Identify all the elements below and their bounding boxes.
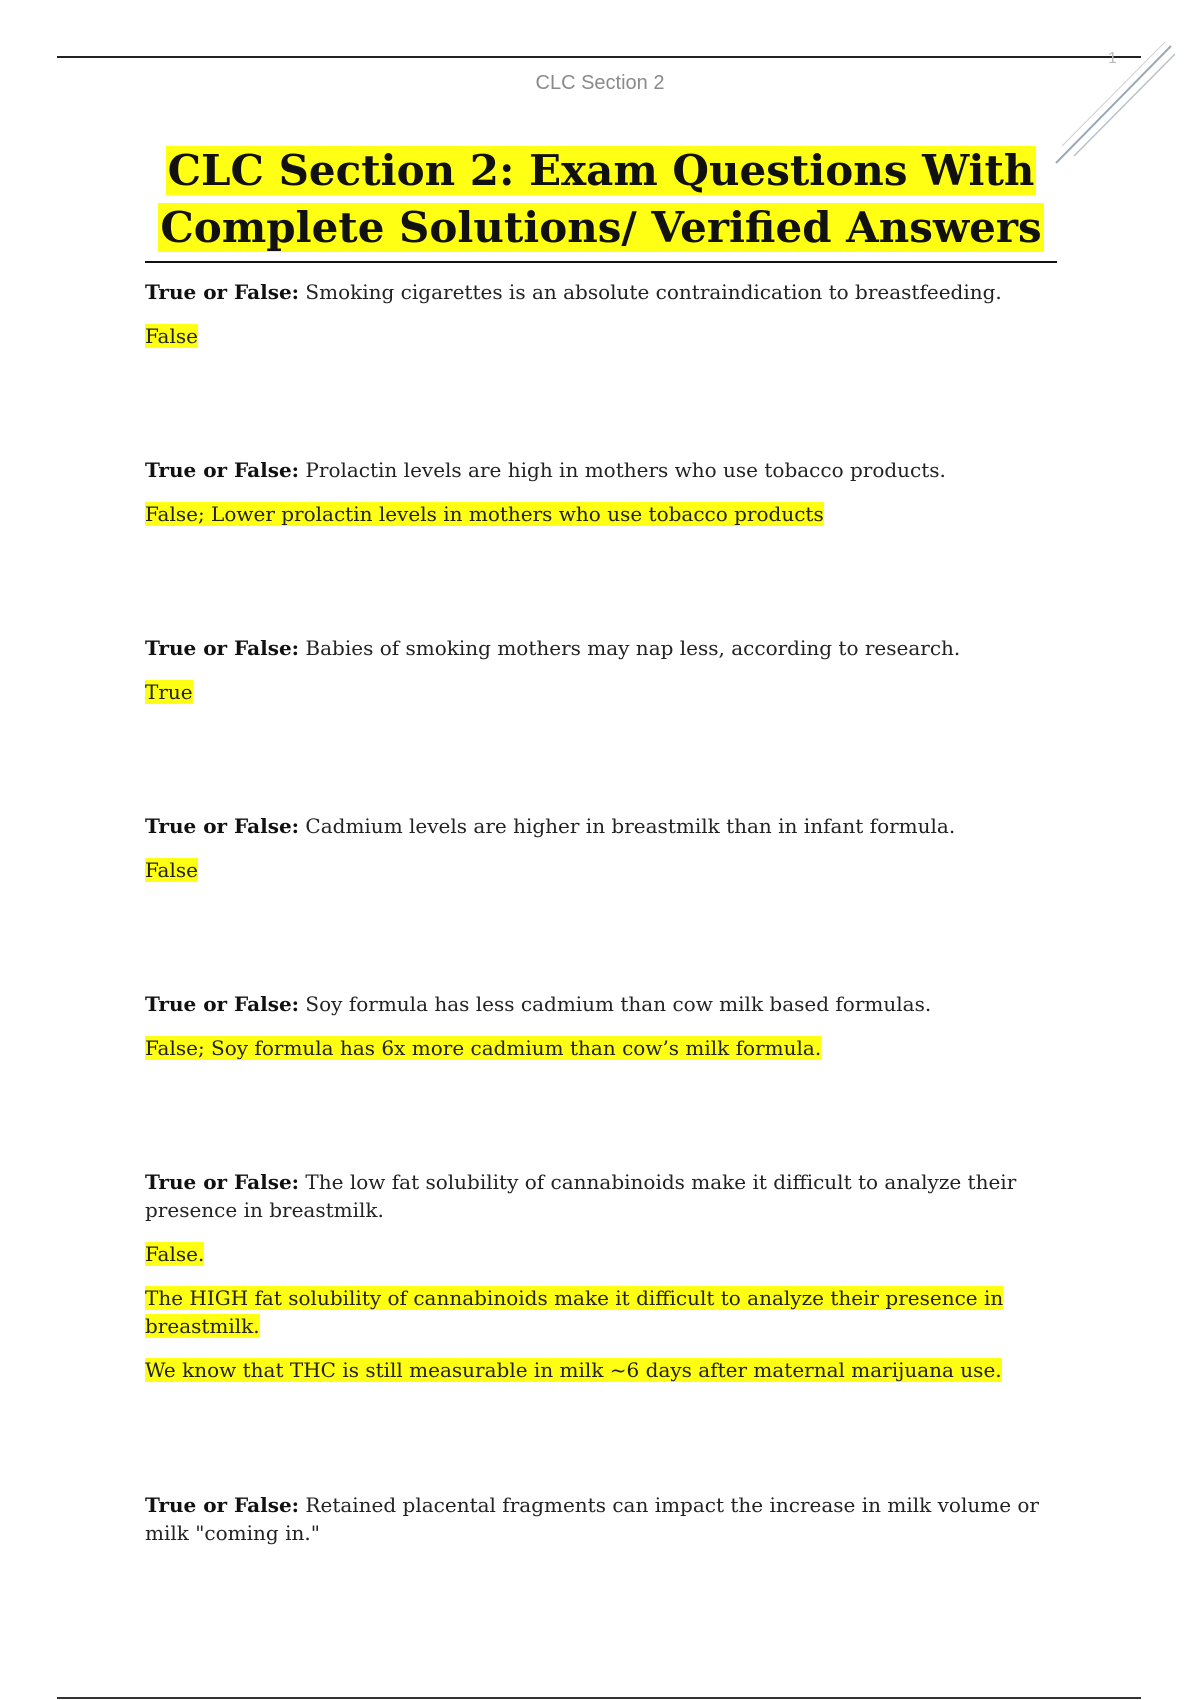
answer-text: False; Lower prolactin levels in mothers who use tobacco products <box>145 502 824 526</box>
answer-text: False; Soy formula has 6x more cadmium than cow’s milk formula. <box>145 1036 822 1060</box>
answer-text: The HIGH fat solubility of cannabinoids make it difficult to analyze their presence in breastmilk. <box>145 1286 1004 1338</box>
answer-text: False. <box>145 1242 205 1266</box>
question-text: Cadmium levels are higher in breastmilk than in infant formula. <box>299 814 956 838</box>
answer <box>145 1240 1055 1268</box>
answer <box>145 1284 1055 1340</box>
question-prefix: True or False: <box>145 280 300 304</box>
qa-item <box>145 456 1055 528</box>
question-text: The low fat solubility of cannabinoids make it difficult to analyze their presence in breastmilk. <box>145 1170 1017 1222</box>
running-header: CLC Section 2 <box>535 72 665 94</box>
question <box>145 1168 1055 1224</box>
document-title-text: CLC Section 2: Exam Questions With Complete Solutions/ Verified Answers <box>160 146 1042 252</box>
question <box>145 634 1055 662</box>
answer-text: False <box>145 858 198 882</box>
answer <box>145 500 1055 528</box>
qa-item <box>145 278 1055 350</box>
corner-line-decoration <box>1050 40 1175 170</box>
footer-rule <box>57 1697 1141 1699</box>
answer <box>145 1034 1055 1062</box>
question <box>145 812 1055 840</box>
page-number: 1 <box>1108 50 1117 67</box>
question-prefix: True or False: <box>145 1493 300 1517</box>
answer-text: False <box>145 324 198 348</box>
question-prefix: True or False: <box>145 636 300 660</box>
answer-text: True <box>145 680 193 704</box>
question <box>145 456 1055 484</box>
question <box>145 990 1055 1018</box>
qa-item <box>145 1168 1055 1384</box>
answer <box>145 856 1055 884</box>
answer-text: We know that THC is still measurable in milk ~6 days after maternal marijuana use. <box>145 1358 1002 1382</box>
answer <box>145 1356 1055 1384</box>
question-prefix: True or False: <box>145 814 300 838</box>
qa-item <box>145 1491 1055 1547</box>
header-rule <box>57 56 1141 58</box>
question-text: Soy formula has less cadmium than cow milk based formulas. <box>299 992 932 1016</box>
qa-item <box>145 990 1055 1062</box>
qa-item <box>145 812 1055 884</box>
title-underline <box>145 261 1057 263</box>
answer <box>145 322 1055 350</box>
document-title <box>145 142 1057 256</box>
question-prefix: True or False: <box>145 458 300 482</box>
answer <box>145 678 1055 706</box>
qa-item <box>145 634 1055 706</box>
question <box>145 278 1055 306</box>
question-text: Retained placental fragments can impact the increase in milk volume or milk "coming in." <box>145 1493 1039 1545</box>
question-text: Babies of smoking mothers may nap less, according to research. <box>299 636 961 660</box>
question-prefix: True or False: <box>145 992 300 1016</box>
question-text: Smoking cigarettes is an absolute contraindication to breastfeeding. <box>299 280 1002 304</box>
question-prefix: True or False: <box>145 1170 300 1194</box>
question <box>145 1491 1055 1547</box>
question-text: Prolactin levels are high in mothers who use tobacco products. <box>299 458 946 482</box>
